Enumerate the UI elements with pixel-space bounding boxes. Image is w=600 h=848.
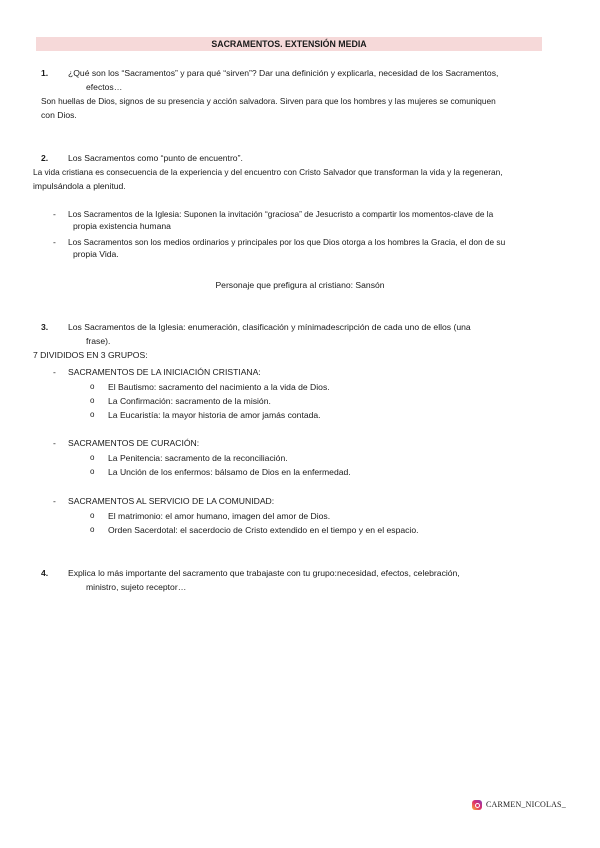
bullet-line2: propia existencia humana [73, 221, 171, 232]
question-4-number: 4. [41, 568, 49, 578]
circle-bullet-icon: o [90, 410, 95, 419]
dash-bullet-icon: - [53, 209, 56, 219]
question-1-line1: ¿Qué son los “Sacramentos” y para qué “sirven”? Dar una definición y explicarla, necesidad de los Sacramentos, [68, 68, 499, 78]
list-item [90, 511, 330, 522]
circle-bullet-icon: o [90, 525, 95, 534]
group-title-text: SACRAMENTOS AL SERVICIO DE LA COMUNIDAD: [68, 496, 275, 506]
dash-bullet-icon: - [53, 367, 56, 377]
circle-bullet-icon: o [90, 382, 95, 391]
question-2-text: Los Sacramentos como “punto de encuentro”. [68, 153, 243, 163]
sacrament-text: Orden Sacerdotal: el sacerdocio de Cristo extendido en el tiempo y en el espacio. [108, 525, 419, 535]
circle-bullet-icon: o [90, 453, 95, 462]
list-item [53, 237, 563, 260]
group-title [53, 438, 199, 449]
answer-1-line1: Son huellas de Dios, signos de su presencia y acción salvadora. Sirven para que los hombres y las mujeres se comuniquen [41, 96, 496, 106]
dash-bullet-icon: - [53, 496, 56, 506]
group-title [53, 367, 261, 378]
list-item [90, 410, 321, 421]
list-item [90, 525, 419, 536]
groups-intro: 7 DIVIDIDOS EN 3 GRUPOS: [33, 350, 148, 360]
sacrament-text: La Unción de los enfermos: bálsamo de Dios en la enfermedad. [108, 467, 351, 477]
dash-bullet-icon: - [53, 237, 56, 247]
bullet-line1: Los Sacramentos son los medios ordinarios y principales por los que Dios otorga a los hombres la Gracia, el don de su [68, 237, 506, 247]
author-handle: CARMEN_NICOLAS_ [486, 800, 566, 809]
dash-bullet-icon: - [53, 438, 56, 448]
question-3-line2: frase). [86, 336, 111, 346]
page-title: SACRAMENTOS. EXTENSIÓN MEDIA [36, 37, 542, 51]
sacrament-text: La Eucaristía: la mayor historia de amor jamás contada. [108, 410, 321, 420]
circle-bullet-icon: o [90, 511, 95, 520]
bullet-line2: propia Vida. [73, 249, 119, 260]
question-3-line1: Los Sacramentos de la Iglesia: enumeración, clasificación y mínimadescripción de cada uno de ellos (una [68, 322, 471, 332]
question-1-number: 1. [41, 68, 49, 78]
group-title-text: SACRAMENTOS DE LA INICIACIÓN CRISTIANA: [68, 367, 261, 377]
sacrament-text: La Confirmación: sacramento de la misión. [108, 396, 271, 406]
question-4-line1: Explica lo más importante del sacramento que trabajaste con tu grupo:necesidad, efectos, celebración, [68, 568, 460, 578]
question-1-line2: efectos… [86, 82, 123, 92]
list-item [53, 209, 553, 232]
sacrament-text: El Bautismo: sacramento del nacimiento a la vida de Dios. [108, 382, 330, 392]
question-3-number: 3. [41, 322, 49, 332]
prefiguring-character: Personaje que prefigura al cristiano: Sansón [215, 280, 385, 290]
circle-bullet-icon: o [90, 396, 95, 405]
instagram-icon [472, 800, 482, 810]
circle-bullet-icon: o [90, 467, 95, 476]
sacrament-text: El matrimonio: el amor humano, imagen del amor de Dios. [108, 511, 331, 521]
question-4-line2: ministro, sujeto receptor… [86, 582, 187, 592]
group-title-text: SACRAMENTOS DE CURACIÓN: [68, 438, 200, 448]
question-2-number: 2. [41, 153, 49, 163]
answer-2-line1: La vida cristiana es consecuencia de la experiencia y del encuentro con Cristo Salvador que transforman la vida y la regeneran, [33, 167, 503, 177]
sacrament-text: La Penitencia: sacramento de la reconciliación. [108, 453, 288, 463]
list-item [90, 453, 288, 464]
list-item [90, 467, 351, 478]
group-title [53, 496, 274, 507]
list-item [90, 396, 271, 407]
bullet-line1: Los Sacramentos de la Iglesia: Suponen la invitación “graciosa” de Jesucristo a compartir los momentos-clave de la [68, 209, 494, 219]
list-item [90, 382, 330, 393]
answer-1-line2: con Dios. [41, 110, 77, 120]
answer-2-line2: impulsándola a plenitud. [33, 181, 126, 191]
